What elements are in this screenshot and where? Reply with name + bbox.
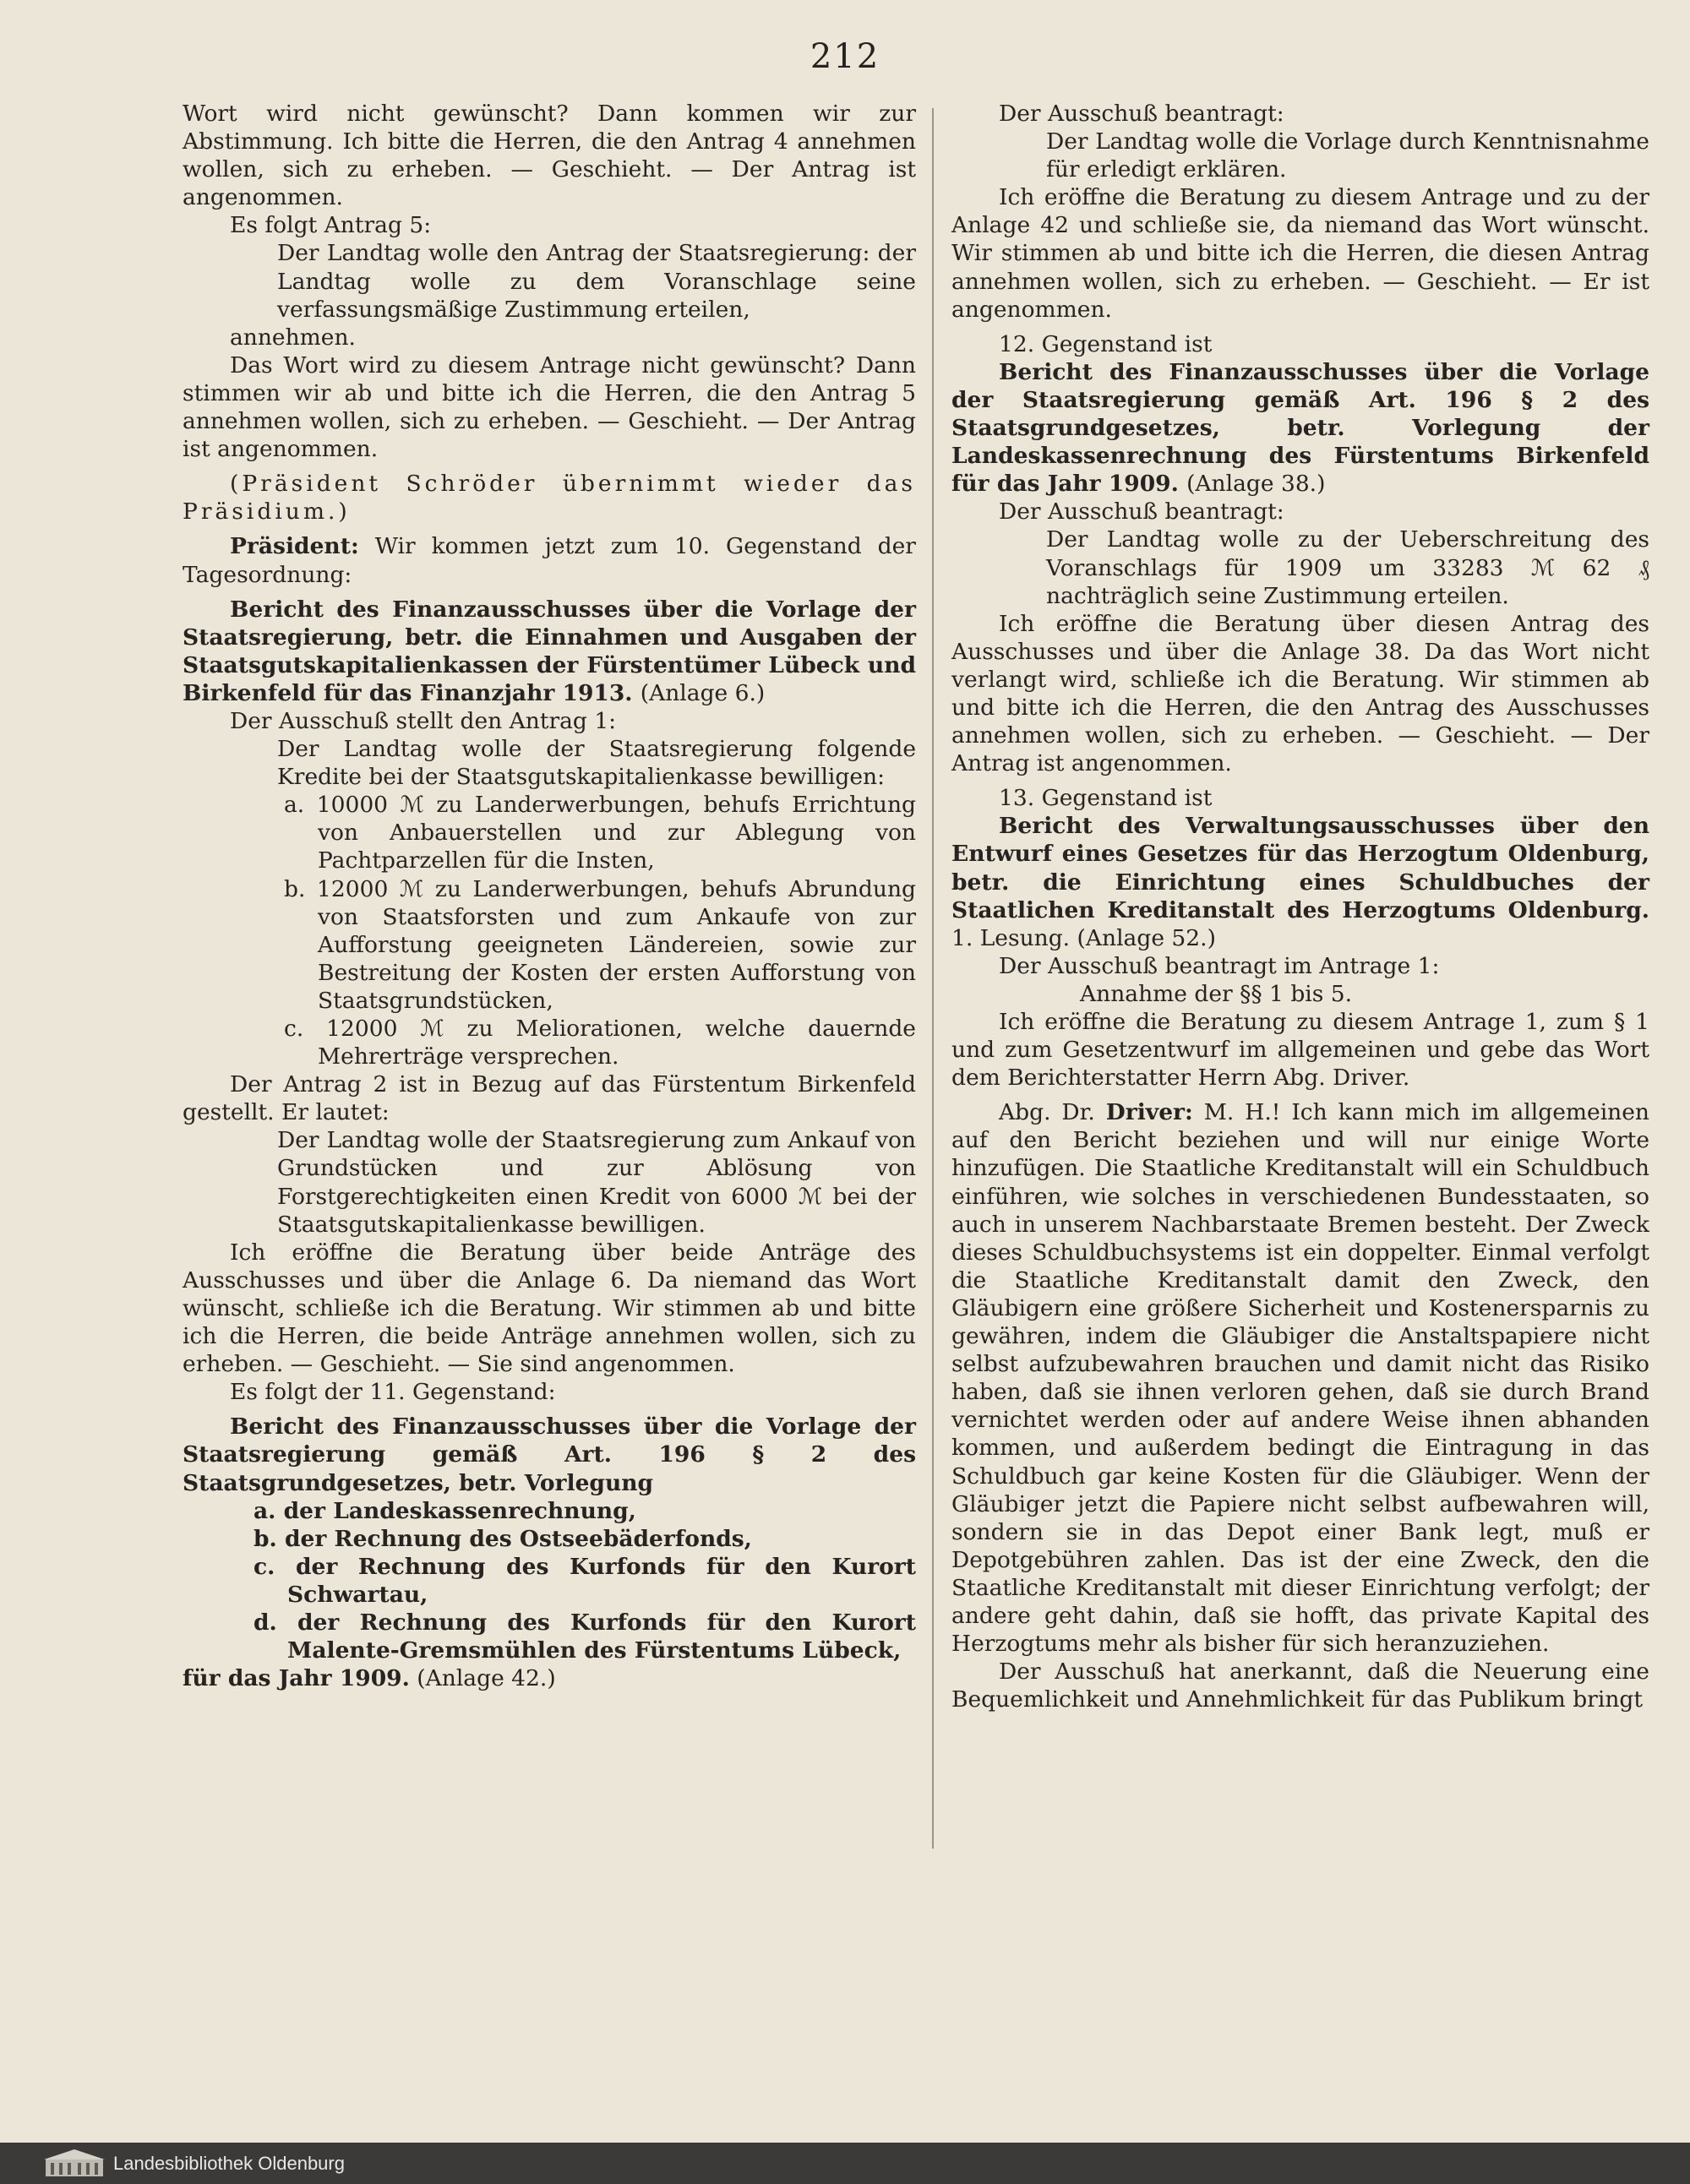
motion-text: Annahme der §§ 1 bis 5. <box>1080 980 1353 1007</box>
paragraph: 12. Gegenstand ist <box>999 330 1213 357</box>
list-item: a. der Landeskassenrechnung, <box>254 1497 636 1524</box>
paragraph: Es folgt der 11. Gegenstand: <box>230 1379 556 1406</box>
list-item: b. der Rechnung des Ostseebäderfonds, <box>254 1525 752 1552</box>
paragraph: Das Wort wird zu diesem Antrage nicht gewünscht? Dann stimmen wir ab und bitte ich die Herren, die den Antrag 5 annehmen wollen, sich zu erheben. — Geschieht. — Der Antrag ist angenommen. <box>183 351 916 463</box>
page-number: 212 <box>810 37 880 76</box>
list-item: a. 10000 ℳ zu Landerwerbungen, behufs Errichtung von Anbauerstellen und zur Ablegung von Pachtparzellen für die Insten, <box>284 792 916 874</box>
speaker-name: Driver: <box>1105 1099 1193 1126</box>
library-building-icon <box>44 2148 105 2178</box>
left-column <box>183 100 916 1692</box>
motion-text: Der Landtag wolle der Staatsregierung zum Ankauf von Grundstücken und zur Ablösung von Forstgerechtigkeiten einen Kredit von 6000 ℳ bei der Staatsgutskapitalienkasse bewilligen. <box>277 1127 916 1238</box>
library-name: Landesbibliothek Oldenburg <box>113 2153 345 2174</box>
list-item: d. der Rechnung des Kurfonds für den Kurort Malente-Gremsmühlen des Fürstentums Lübeck, <box>254 1609 916 1664</box>
motion-text: Der Landtag wolle den Antrag der Staatsregierung: der Landtag wolle zu dem Voranschlage seine verfassungsmäßige Zustimmung erteilen, <box>277 240 916 323</box>
speaker-paragraph: Präsident: Wir kommen jetzt zum 10. Gegenstand der Tagesordnung: <box>183 533 916 588</box>
paragraph: Der Ausschuß beantragt: <box>999 498 1284 526</box>
paragraph: Der Antrag 2 ist in Bezug auf das Fürstentum Birkenfeld gestellt. Er lautet: <box>183 1071 916 1126</box>
paragraph: Ich eröffne die Beratung über beide Anträge des Ausschusses und über die Anlage 6. Da niemand das Wort wünscht, schließe ich die Beratung. Wir stimmen ab und bitte ich die Herren, die beide Anträge annehmen wollen, sich zu erheben. — Geschieht. — Sie sind angenommen. <box>183 1239 916 1378</box>
agenda-item-heading: Bericht des Finanzausschusses über die Vorlage der Staatsregierung gemäß Art. 196 § 2 des Staatsgrundgesetzes, betr. Vorlegung <box>183 1413 916 1496</box>
motion-text: Der Landtag wolle zu der Ueberschreitung des Voranschlags für 1909 um 33283 ℳ 62 ₰ nachträglich seine Zustimmung erteilen. <box>1046 526 1649 609</box>
paragraph: Der Ausschuß hat anerkannt, daß die Neuerung eine Bequemlichkeit und Annehmlichkeit für das Publikum bringt <box>951 1658 1649 1713</box>
paragraph: Ich eröffne die Beratung über diesen Antrag des Ausschusses und über die Anlage 38. Da das Wort nicht verlangt wird, schließe ich die Beratung. Wir stimmen ab und bitte ich die Herren, die den Antrag des Ausschusses annehmen wollen, sich zu erheben. — Geschieht. — Der Antrag ist angenommen. <box>951 610 1649 777</box>
right-column <box>951 100 1649 1713</box>
paragraph: Der Ausschuß beantragt im Antrage 1: <box>999 952 1440 979</box>
paragraph: Wort wird nicht gewünscht? Dann kommen wir zur Abstimmung. Ich bitte die Herren, die den Antrag 4 annehmen wollen, sich zu erheben. — Geschieht. — Der Antrag ist angenommen. <box>183 101 916 211</box>
column-divider <box>932 108 934 1849</box>
paragraph: für das Jahr 1909. (Anlage 42.) <box>183 1665 556 1692</box>
agenda-item-heading: Bericht des Finanzausschusses über die Vorlage der Staatsregierung gemäß Art. 196 § 2 des Staatsgrundgesetzes, betr. Vorlegung der Landeskassenrechnung des Fürstentums Birkenfeld für das Jahr 1909. (Anlage 38.) <box>951 358 1649 498</box>
speaker-paragraph: Abg. Dr. Driver: M. H.! Ich kann mich im allgemeinen auf den Bericht beziehen und will nur einige Worte hinzufügen. Die Staatliche Kreditanstalt will ein Schuldbuch einführen, wie solches in verschiedenen Bundesstaaten, so auch in unserem Nachbarstaate Bremen besteht. Der Zweck dieses Schuldbuchsystems ist ein doppelter. Einmal verfolgt die Staatliche Kreditanstalt damit den Zweck, den Gläubigern eine größere Sicherheit und Kostenersparnis zu gewähren, indem die Gläubiger die Anstaltspapiere nicht selbst aufzubewahren brauchen und damit nicht das Risiko haben, daß sie ihnen verloren gehen, daß sie durch Brand vernichtet werden oder auf andere Weise ihnen abhanden kommen, und außerdem bedingt die Eintragung in das Schuldbuch gar keine Kosten für die Gläubiger. Wenn der Gläubiger jetzt die Papiere nicht selbst aufbewahren will, sondern sie in das Depot einer Bank legt, muß er Depotgebühren zahlen. Das ist der eine Zweck, den die Staatliche Kreditanstalt mit dieser Einrichtung verfolgt; der andere geht dahin, daß sie hofft, das private Kapital des Herzogtums mehr als bisher für sich heranzuziehen. <box>951 1099 1649 1658</box>
agenda-item-heading: Bericht des Finanzausschusses über die Vorlage der Staatsregierung, betr. die Einnahmen und Ausgaben der Staatsgutskapitalienkassen der Fürstentümer Lübeck und Birkenfeld für das Finanzjahr 1913. (Anlage 6.) <box>183 596 916 706</box>
paragraph: Ich eröffne die Beratung zu diesem Antrage 1, zum § 1 und zum Gesetzentwurf im allgemeinen und gebe das Wort dem Berichterstatter Herrn Abg. Driver. <box>951 1009 1649 1092</box>
motion-text: Der Landtag wolle die Vorlage durch Kenntnisnahme für erledigt erklären. <box>1046 128 1649 183</box>
stage-direction: (Präsident Schröder übernimmt wieder das Präsidium.) <box>183 471 916 526</box>
paragraph: annehmen. <box>230 324 356 351</box>
paragraph: Der Ausschuß beantragt: <box>999 101 1284 127</box>
paragraph: 13. Gegenstand ist <box>999 785 1213 812</box>
paragraph: Der Ausschuß stellt den Antrag 1: <box>230 707 617 734</box>
speaker-name: Präsident: <box>230 533 359 560</box>
motion-text: Der Landtag wolle der Staatsregierung folgende Kredite bei der Staatsgutskapitalienkasse bewilligen: <box>277 736 916 791</box>
list-item: b. 12000 ℳ zu Landerwerbungen, behufs Abrundung von Staatsforsten und zum Ankaufe von zur Aufforstung geeigneten Ländereien, sowie zur Bestreitung der Kosten der ersten Aufforstung von Staatsgrundstücken, <box>284 875 916 1014</box>
list-item: c. der Rechnung des Kurfonds für den Kurort Schwartau, <box>254 1553 916 1608</box>
list-item: c. 12000 ℳ zu Meliorationen, welche dauernde Mehrerträge versprechen. <box>284 1016 916 1070</box>
agenda-item-heading: Bericht des Verwaltungsausschusses über den Entwurf eines Gesetzes für das Herzogtum Oldenburg, betr. die Einrichtung eines Schuldbuches der Staatlichen Kreditanstalt des Herzogtums Oldenburg. 1. Lesung. (Anlage 52.) <box>951 813 1649 951</box>
paragraph: Ich eröffne die Beratung zu diesem Antrage und zu der Anlage 42 und schließe sie, da niemand das Wort wünscht. Wir stimmen ab und bitte ich die Herren, die diesen Antrag annehmen wollen, sich zu erheben. — Geschieht. — Er ist angenommen. <box>951 184 1649 323</box>
paragraph: Es folgt Antrag 5: <box>230 212 432 239</box>
footer-bar <box>0 2143 1690 2184</box>
